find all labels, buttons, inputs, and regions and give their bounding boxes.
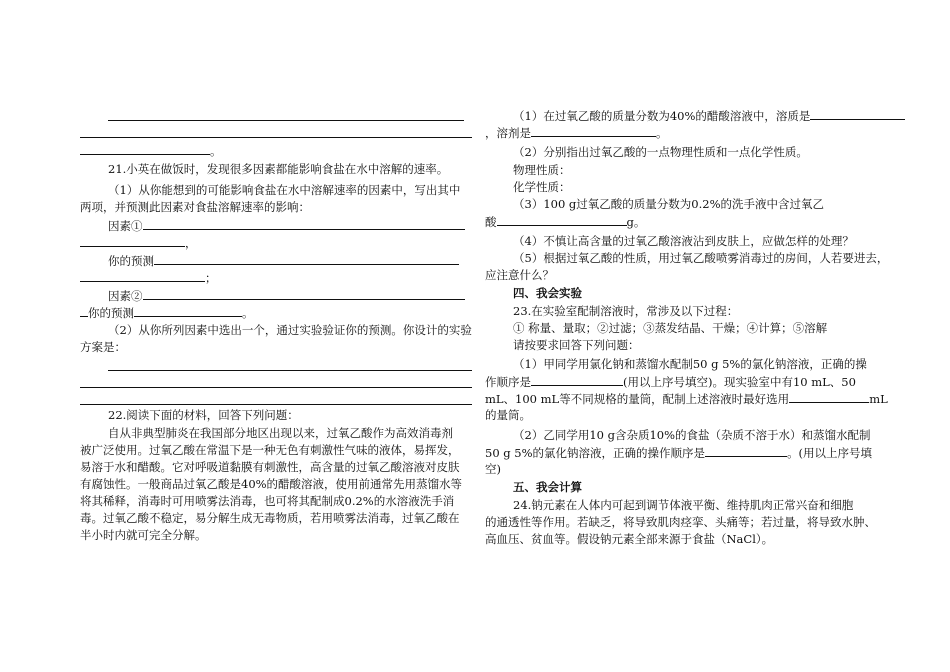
section-5-heading: 五、我会计算: [513, 480, 582, 494]
factor-1-blank[interactable]: [143, 218, 465, 230]
q22-subq3-cont: 酸 g。: [485, 215, 646, 229]
q22-subq5: （5）根据过氧乙酸的性质，用过氧乙酸喷雾消毒过的房间，人若要进去，: [513, 251, 889, 265]
answer-line-end: 。: [80, 143, 222, 159]
mass-blank[interactable]: [497, 214, 627, 226]
factor-1-cont: ，: [80, 235, 197, 251]
cylinder-blank[interactable]: [789, 391, 869, 403]
passage-line: 被广泛使用。过氧乙酸在常温下是一种无色有刺激性气味的液体，易挥发，: [80, 443, 460, 457]
q22-subq2: （2）分别指出过氧乙酸的一点物理性质和一点化学性质。: [513, 145, 808, 159]
passage-line: 半小时内就可完全分解。: [80, 528, 207, 542]
prediction-2-label: 你的预测 。: [80, 305, 254, 321]
answer-line: [108, 370, 472, 371]
answer-line: [80, 137, 472, 138]
chemical-property-label: 化学性质：: [513, 180, 571, 194]
q21-part1-cont: 两项，并预测此因素对食盐溶解速率的影响：: [80, 200, 310, 214]
prediction-2-blank[interactable]: [134, 305, 242, 317]
question-21-stem: 21.小英在做饭时，发现很多因素都能影响食盐在水中溶解的速率。: [108, 162, 449, 176]
question-23-stem: 23.在实验室配制溶液时，常涉及以下过程：: [513, 304, 739, 318]
passage-line: 自从非典型肺炎在我国部分地区出现以来，过氧乙酸作为高效消毒剂: [108, 426, 453, 440]
factor-2-label: 因素②: [108, 288, 465, 304]
passage-line: 毒。过氧乙酸不稳定，易分解生成无毒物质，若用喷雾法消毒，过氧乙酸在: [80, 511, 460, 525]
prediction-1-label: 你的预测: [108, 253, 459, 269]
q22-subq1: （1）在过氧乙酸的质量分数为40%的醋酸溶液中，溶质是: [513, 108, 905, 124]
physical-property-label: 物理性质：: [513, 163, 571, 177]
order-blank-2[interactable]: [705, 445, 787, 457]
q23-steps: ① 称量、量取；②过滤；③蒸发结晶、干燥；④计算；⑤溶解: [513, 321, 828, 335]
prediction-1-cont: ；: [80, 270, 217, 286]
section-4-heading: 四、我会实验: [513, 286, 582, 300]
question-22-stem: 22.阅读下面的材料，回答下列问题：: [108, 408, 299, 422]
q23-part2: （2）乙同学用10 g含杂质10%的食盐（杂质不溶于水）和蒸馏水配制: [513, 428, 871, 442]
q22-subq1-cont: ，溶剂是 。: [485, 126, 668, 140]
answer-line: [108, 120, 464, 121]
answer-line: [80, 387, 472, 388]
answer-line: [80, 404, 472, 405]
q22-subq3: （3）100 g过氧乙酸的质量分数为0.2%的洗手液中含过氧乙: [513, 197, 824, 211]
passage-line: 将其稀释，消毒时可用喷雾法消毒，也可将其配制成0.2%的水溶液洗手消: [80, 494, 455, 508]
question-24-line: 高血压、贫血等。假设钠元素全部来源于食盐（NaCl）。: [485, 532, 774, 546]
q21-part1: （1）从你能想到的可能影响食盐在水中溶解速率的因素中，写出其中: [108, 183, 461, 197]
solute-blank[interactable]: [810, 108, 905, 120]
q23-part2-cont2: 空): [485, 462, 501, 476]
order-blank-1[interactable]: [531, 374, 623, 386]
q22-subq4: （4）不慎让高含量的过氧乙酸溶液沾到皮肤上，应做怎样的处理？: [513, 234, 854, 248]
q23-part1-cont2: mL、100 mL等不同规格的量筒，配制上述溶液时最好选用 mL: [485, 392, 888, 406]
q21-part2: （2）从你所列因素中选出一个，通过实验验证你的预测。你设计的实验: [108, 323, 472, 337]
question-24-line: 24.钠元素在人体内可起到调节体液平衡、维持肌肉正常兴奋和细胞: [513, 498, 854, 512]
q23-part2-cont: 50 g 5%的氯化钠溶液，正确的操作顺序是 。(用以上序号填: [485, 446, 873, 460]
q23-requirement: 请按要求回答下列问题：: [513, 338, 640, 352]
q23-part1-cont: 作顺序是 (用以上序号填空)。现实验室中有10 mL、50: [485, 375, 856, 389]
q21-part2-cont: 方案是：: [80, 340, 126, 354]
passage-line: 易溶于水和醋酸。它对呼吸道黏膜有刺激性，高含量的过氧乙酸溶液对皮肤: [80, 460, 460, 474]
prediction-1-blank[interactable]: [154, 253, 459, 265]
q23-part1: （1）甲同学用氯化钠和蒸馏水配制50 g 5%的氯化钠溶液，正确的操: [513, 357, 867, 371]
q23-part1-cont3: 的量筒。: [485, 408, 531, 422]
solvent-blank[interactable]: [531, 125, 656, 137]
factor-1-label: 因素①: [108, 218, 465, 234]
q22-subq5-cont: 应注意什么？: [485, 268, 554, 282]
passage-line: 有腐蚀性。一般商品过氧乙酸是40%的醋酸溶液，使用前通常先用蒸馏水等: [80, 477, 463, 491]
factor-2-blank[interactable]: [143, 288, 465, 300]
question-24-line: 的通透性等作用。若缺乏，将导致肌肉痉挛、头痛等；若过量，将导致水肿、: [485, 515, 876, 529]
